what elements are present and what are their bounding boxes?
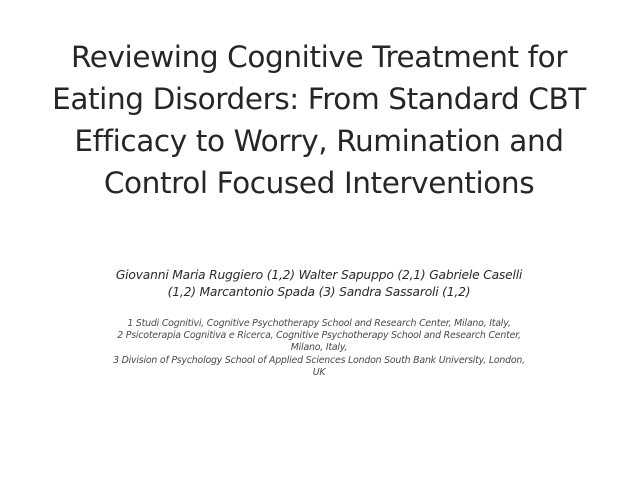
title-line: Control Focused Interventions (103, 166, 535, 200)
title-line: Efficacy to Worry, Rumination and (74, 124, 564, 158)
affiliation-line: UK (312, 366, 326, 378)
title-line: Reviewing Cognitive Treatment for (70, 40, 568, 74)
author-list (95, 267, 543, 300)
author-line: Giovanni Maria Ruggiero (1,2) Walter Sapuppo (2,1) Gabriele Caselli (115, 268, 523, 282)
author-line: (1,2) Marcantonio Spada (3) Sandra Sassaroli (1,2) (167, 284, 471, 299)
slide-title (40, 36, 598, 204)
title-line: Eating Disorders: From Standard CBT (52, 82, 586, 116)
affiliation-line: 2 Psicoterapia Cognitiva e Ricerca, Cognitive Psychotherapy School and Research Center, (117, 330, 521, 342)
affiliation-line: Milano, Italy, (290, 342, 348, 354)
affiliation-line: 3 Division of Psychology School of Applied Sciences London South Bank University, London, (113, 354, 525, 366)
affiliation-line: 1 Studi Cognitivi, Cognitive Psychotherapy School and Research Center, Milano, Italy, (127, 318, 511, 329)
affiliation-list (95, 318, 543, 379)
